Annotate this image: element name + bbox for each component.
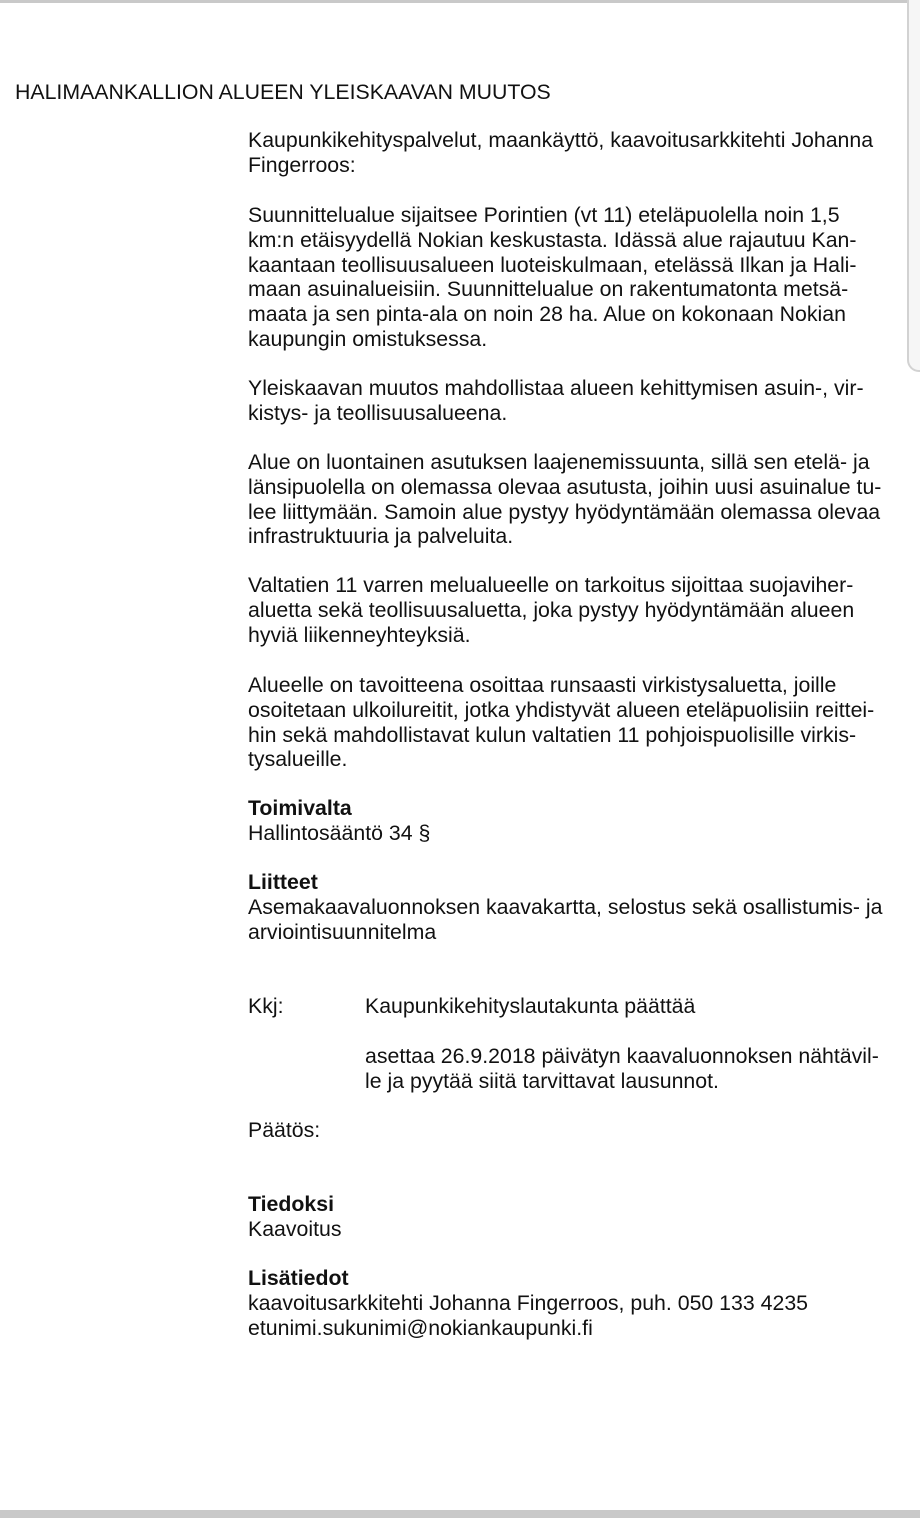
scrollbar[interactable] xyxy=(907,0,920,372)
text-line: kistys- ja teollisuusalueena. xyxy=(248,400,508,425)
text-line: infrastruktuuria ja palveluita. xyxy=(248,524,514,549)
title-text: HALIMAANKALLION ALUEEN YLEISKAAVAN MUUTOS xyxy=(15,80,551,104)
text-line: km:n etäisyydellä Nokian keskustasta. Idässä alue rajautuu Kan- xyxy=(248,227,857,252)
text-line: tysalueille. xyxy=(248,747,348,772)
section-lisatiedot xyxy=(248,1266,808,1340)
text-line: länsipuolella on olemassa olevaa asutusta, joihin uusi asuinalue tu- xyxy=(248,474,882,499)
text-line: lee liittymään. Samoin alue pystyy hyödyntämään olemassa olevaa xyxy=(248,499,881,524)
text-line: Fingerroos: xyxy=(248,152,356,177)
section-liitteet xyxy=(248,870,883,944)
paragraph-recreation xyxy=(248,673,874,772)
section-heading: Liitteet xyxy=(248,870,318,894)
text-line: Asemakaavaluonnoksen kaavakartta, selostus sekä osallistumis- ja xyxy=(248,894,883,919)
section-heading: Lisätiedot xyxy=(248,1266,349,1290)
text-line: Valtatien 11 varren melualueelle on tarkoitus sijoittaa suojaviher- xyxy=(248,573,854,597)
paragraph-expansion xyxy=(248,450,881,549)
text-line: hin sekä mahdollistavat kulun valtatien 11 pohjoispuolisille virkis- xyxy=(248,722,857,747)
proposal-label-text: Kkj: xyxy=(248,994,284,1018)
paragraph-noise-area xyxy=(248,573,854,647)
text-line: Kaupunkikehityspalvelut, maankäyttö, kaavoitusarkkitehti Johanna xyxy=(248,128,874,152)
text-line: maata ja sen pinta-ala on noin 28 ha. Alue on kokonaan Nokian xyxy=(248,302,846,327)
text-line: Yleiskaavan muutos mahdollistaa alueen kehittymisen asuin-, vir- xyxy=(248,376,864,400)
paragraph-location xyxy=(248,203,857,352)
contact-line: kaavoitusarkkitehti Johanna Fingerroos, puh. 050 133 4235 xyxy=(248,1290,809,1315)
text-line: aluetta sekä teollisuusaluetta, joka pystyy hyödyntämään alueen xyxy=(248,597,855,622)
proposal-details xyxy=(365,1044,879,1094)
decision-label xyxy=(248,1118,320,1143)
text-line: Alue on luontainen asutuksen laajenemissuunta, sillä sen etelä- ja xyxy=(248,450,870,474)
proposal-text xyxy=(365,994,695,1019)
top-edge-bar xyxy=(0,0,920,3)
intro-paragraph xyxy=(248,128,873,178)
text-line: maan asuinalueisiin. Suunnittelualue on rakentumatonta metsä- xyxy=(248,277,849,302)
contact-email: etunimi.sukunimi@nokiankaupunki.fi xyxy=(248,1315,593,1340)
text-line: Alueelle on tavoitteena osoittaa runsaasti virkistysaluetta, joille xyxy=(248,673,837,697)
paragraph-purpose xyxy=(248,376,864,426)
section-value: Kaavoitus xyxy=(248,1216,342,1241)
text-line: kaupungin omistuksessa. xyxy=(248,326,488,351)
document-title xyxy=(15,80,551,105)
section-heading: Tiedoksi xyxy=(248,1192,335,1216)
section-toimivalta xyxy=(248,796,430,846)
text-line: hyviä liikenneyhteyksiä. xyxy=(248,622,471,647)
proposal-text-line: Kaupunkikehityslautakunta päättää xyxy=(365,994,696,1018)
bottom-edge-bar xyxy=(0,1510,920,1518)
text-line: osoitetaan ulkoilureitit, jotka yhdistyvät alueen eteläpuolisiin reittei- xyxy=(248,697,875,722)
section-heading: Toimivalta xyxy=(248,796,352,820)
section-tiedoksi xyxy=(248,1192,342,1242)
text-line: Suunnittelualue sijaitsee Porintien (vt 11) eteläpuolella noin 1,5 xyxy=(248,203,840,227)
decision-label-text: Päätös: xyxy=(248,1118,321,1142)
section-value: Hallintosääntö 34 § xyxy=(248,820,431,845)
text-line: asettaa 26.9.2018 päivätyn kaavaluonnoksen nähtävil- xyxy=(365,1044,879,1068)
text-line: le ja pyytää siitä tarvittavat lausunnot. xyxy=(365,1068,719,1093)
proposal-label xyxy=(248,994,284,1019)
text-line: kaantaan teollisuusalueen luoteiskulmaan, etelässä Ilkan ja Hali- xyxy=(248,252,857,277)
text-line: arviointisuunnitelma xyxy=(248,919,437,944)
